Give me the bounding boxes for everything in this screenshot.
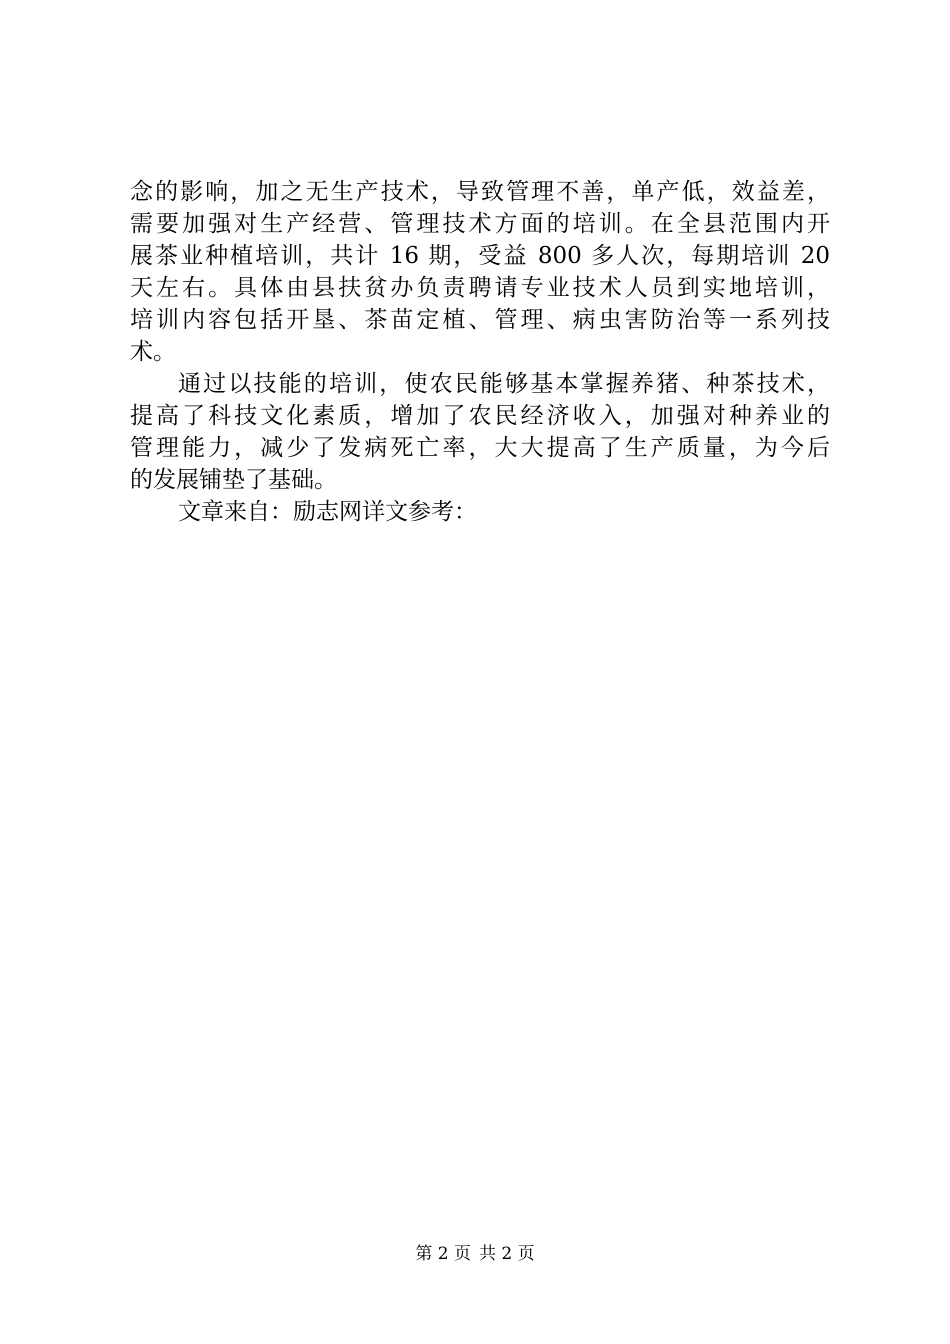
paragraph-line: 管理能力，减少了发病死亡率，大大提高了生产质量，为今后 [130,435,830,461]
paragraph-line: 术。 [130,339,176,365]
paragraph-2 [130,368,830,496]
paragraph-line: 念的影响，加之无生产技术，导致管理不善，单产低，效益差， [130,179,830,205]
paragraph-line: 展茶业种植培训，共计 16 期，受益 800 多人次，每期培训 20 [130,243,830,269]
paragraph-line: 的发展铺垫了基础。 [130,467,337,493]
document-body [130,176,830,528]
source-note: 文章来自：励志网详文参考： [178,499,477,525]
paragraph-line: 需要加强对生产经营、管理技术方面的培训。在全县范围内开 [130,211,830,237]
paragraph-line: 培训内容包括开垦、茶苗定植、管理、病虫害防治等一系列技 [130,307,830,333]
paragraph-line: 提高了科技文化素质，增加了农民经济收入，加强对种养业的 [130,403,830,429]
page-number: 第 2 页 [415,1244,471,1264]
paragraph-1 [130,176,830,368]
page-total: 共 2 页 [479,1244,535,1264]
paragraph-line: 天左右。具体由县扶贫办负责聘请专业技术人员到实地培训， [130,275,830,301]
paragraph-3 [130,496,830,528]
paragraph-line: 通过以技能的培训，使农民能够基本掌握养猪、种茶技术， [178,371,830,397]
page-footer [0,1242,950,1266]
